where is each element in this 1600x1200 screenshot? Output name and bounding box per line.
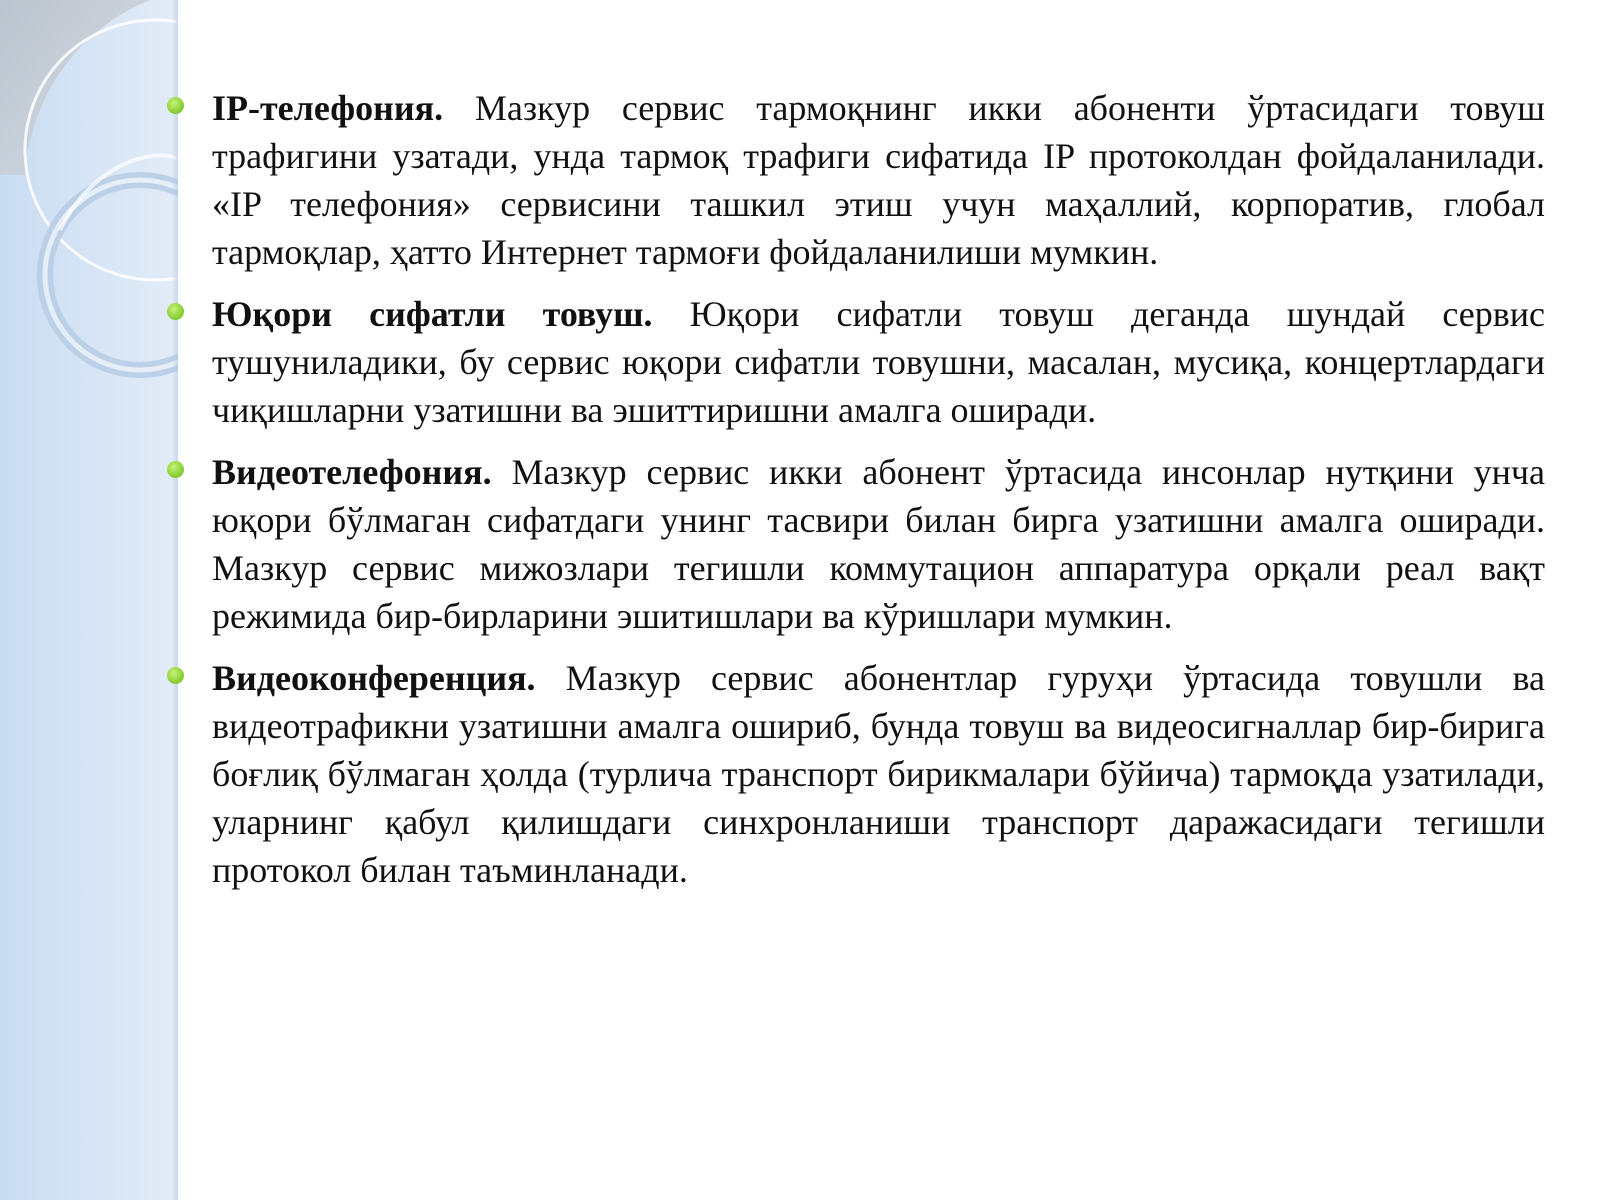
bullet-video-conference bbox=[212, 654, 1545, 894]
bullet-text: Мазкур сервис тармоқнинг икки абоненти ўртасидаги товуш трафигини узатади, унда тармоқ трафиги сифатида IP протоколдан фойдаланилади. «IP телефония» сервисини ташкил этиш учун маҳаллий, корпоратив, глобал тармоқлар, ҳатто Интернет тармоғи фойдаланилиши мумкин. bbox=[212, 88, 1545, 272]
decorative-rings-graphic bbox=[0, 0, 178, 1200]
bullet-text: Мазкур сервис абонентлар гуруҳи ўртасида товушли ва видеотрафикни узатишни амалга ошириб, бунда товуш ва видеосигналлар бир-бирига боғлиқ бўлмаган ҳолда (турлича транспорт бирикмалари бўйича) тармоқда узатилади, уларнинг қабул қилишдаги синхронланиши транспорт даражасидаги тегишли протокол билан таъминланади. bbox=[212, 658, 1545, 890]
side-decoration-panel bbox=[0, 0, 178, 1200]
green-bullet-icon bbox=[167, 461, 184, 478]
bullet-term: Юқори сифатли товуш. bbox=[212, 294, 653, 334]
bullet-ip-telephony bbox=[212, 84, 1545, 276]
bullet-term: Видеотелефония. bbox=[212, 452, 492, 492]
green-bullet-icon bbox=[167, 97, 184, 114]
bullet-text: Юқори сифатли товуш деганда шундай сервис тушуниладики, бу сервис юқори сифатли товушни, масалан, мусиқа, концертлардаги чиқишларни узатишни ва эшиттиришни амалга оширади. bbox=[212, 294, 1545, 430]
green-bullet-icon bbox=[167, 303, 184, 320]
bullet-high-quality-sound bbox=[212, 290, 1545, 434]
bullet-term: IP-телефония. bbox=[212, 88, 444, 128]
green-bullet-icon bbox=[167, 667, 184, 684]
bullet-text: Мазкур сервис икки абонент ўртасида инсонлар нутқини унча юқори бўлмаган сифатдаги унинг тасвири билан бирга узатишни амалга оширади. Мазкур сервис мижозлари тегишли коммутацион аппаратура орқали реал вақт режимида бир-бирларини эшитишлари ва кўришлари мумкин. bbox=[212, 452, 1545, 636]
bullet-video-telephony bbox=[212, 448, 1545, 640]
bullet-term: Видеоконференция. bbox=[212, 658, 536, 698]
slide-content bbox=[212, 84, 1545, 908]
